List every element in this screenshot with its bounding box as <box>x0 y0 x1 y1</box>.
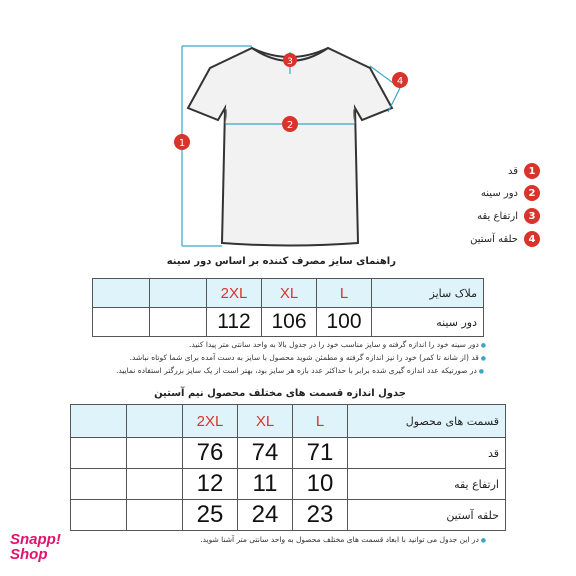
product-part-label: قسمت های محصول <box>348 405 506 438</box>
svg-text:2: 2 <box>286 120 294 131</box>
product-dimensions-table <box>70 404 506 531</box>
marker-neck <box>283 53 297 67</box>
legend-number: 3 <box>524 208 540 224</box>
marker-chest <box>282 116 298 132</box>
neck-value-l: 10 <box>293 469 348 500</box>
sleeve-row-label: حلقه آستین <box>348 500 506 531</box>
svg-text:1: 1 <box>178 138 186 149</box>
length-value-2xl: 76 <box>183 438 238 469</box>
sleeve-value-l: 23 <box>293 500 348 531</box>
dimensions-note: ● در این جدول می توانید با ابعاد قسمت های مختلف محصول به واحد سانتی متر آشنا شوید. <box>200 535 486 544</box>
legend-number: 2 <box>524 185 540 201</box>
svg-text:4: 4 <box>396 76 404 87</box>
legend-item-neck <box>477 207 540 225</box>
sleeve-value-xl: 24 <box>238 500 293 531</box>
length-value-l: 71 <box>293 438 348 469</box>
chest-value-xl: 106 <box>262 308 317 337</box>
legend-label: دور سینه <box>480 187 518 199</box>
svg-text:3: 3 <box>287 57 293 67</box>
note-item: ● قد (از شانه تا کمر) خود را نیز اندازه گرفته و مطمئن شوید محصول با سایز به دست آمده برای شما کوتاه نباشد. <box>130 353 486 362</box>
size-header-2xl: 2XL <box>207 279 262 308</box>
snapp-shop-logo: Snapp! Shop <box>10 531 61 563</box>
marker-sleeve <box>392 72 408 88</box>
length-row-label: قد <box>348 438 506 469</box>
chest-value-2xl: 112 <box>207 308 262 337</box>
product-dimensions-title: جدول اندازه قسمت های مختلف محصول نیم آستین <box>154 388 406 399</box>
chest-value-l: 100 <box>317 308 372 337</box>
size-header-2xl: 2XL <box>183 405 238 438</box>
note-item: ● در صورتیکه عدد اندازه گیری شده برابر با حداکثر عدد بازه هر سایز بود، بهتر است از یک سایز بزرگتر استفاده نمایید. <box>116 366 484 375</box>
size-header-xl: XL <box>262 279 317 308</box>
tshirt-outline <box>188 48 392 246</box>
size-guide-title: راهنمای سایز مصرف کننده بر اساس دور سینه <box>166 256 396 267</box>
legend-label: قد <box>507 165 518 177</box>
legend-label: ارتفاع یقه <box>477 210 518 222</box>
legend-item-sleeve <box>470 230 540 248</box>
marker-height <box>174 134 190 150</box>
size-guide-table <box>92 278 484 337</box>
note-item: ● دور سینه خود را اندازه گرفته و سایز مناسب خود را در جدول بالا به واحد سانتی متر پیدا کنید. <box>189 340 486 349</box>
neck-value-2xl: 12 <box>183 469 238 500</box>
legend-number: 4 <box>524 231 540 247</box>
legend-item-chest <box>481 184 540 202</box>
size-header-xl: XL <box>238 405 293 438</box>
chest-row-label: دور سینه <box>372 308 484 337</box>
size-criterion-label: ملاک سایز <box>372 279 484 308</box>
neck-row-label: ارتفاع یقه <box>348 469 506 500</box>
sleeve-value-2xl: 25 <box>183 500 238 531</box>
tshirt-measurement-diagram <box>170 38 410 258</box>
size-header-l: L <box>317 279 372 308</box>
legend-label: حلقه آستین <box>470 233 518 245</box>
legend-number: 1 <box>524 163 540 179</box>
length-value-xl: 74 <box>238 438 293 469</box>
size-header-l: L <box>293 405 348 438</box>
legend-item-height <box>508 162 540 180</box>
neck-value-xl: 11 <box>238 469 293 500</box>
